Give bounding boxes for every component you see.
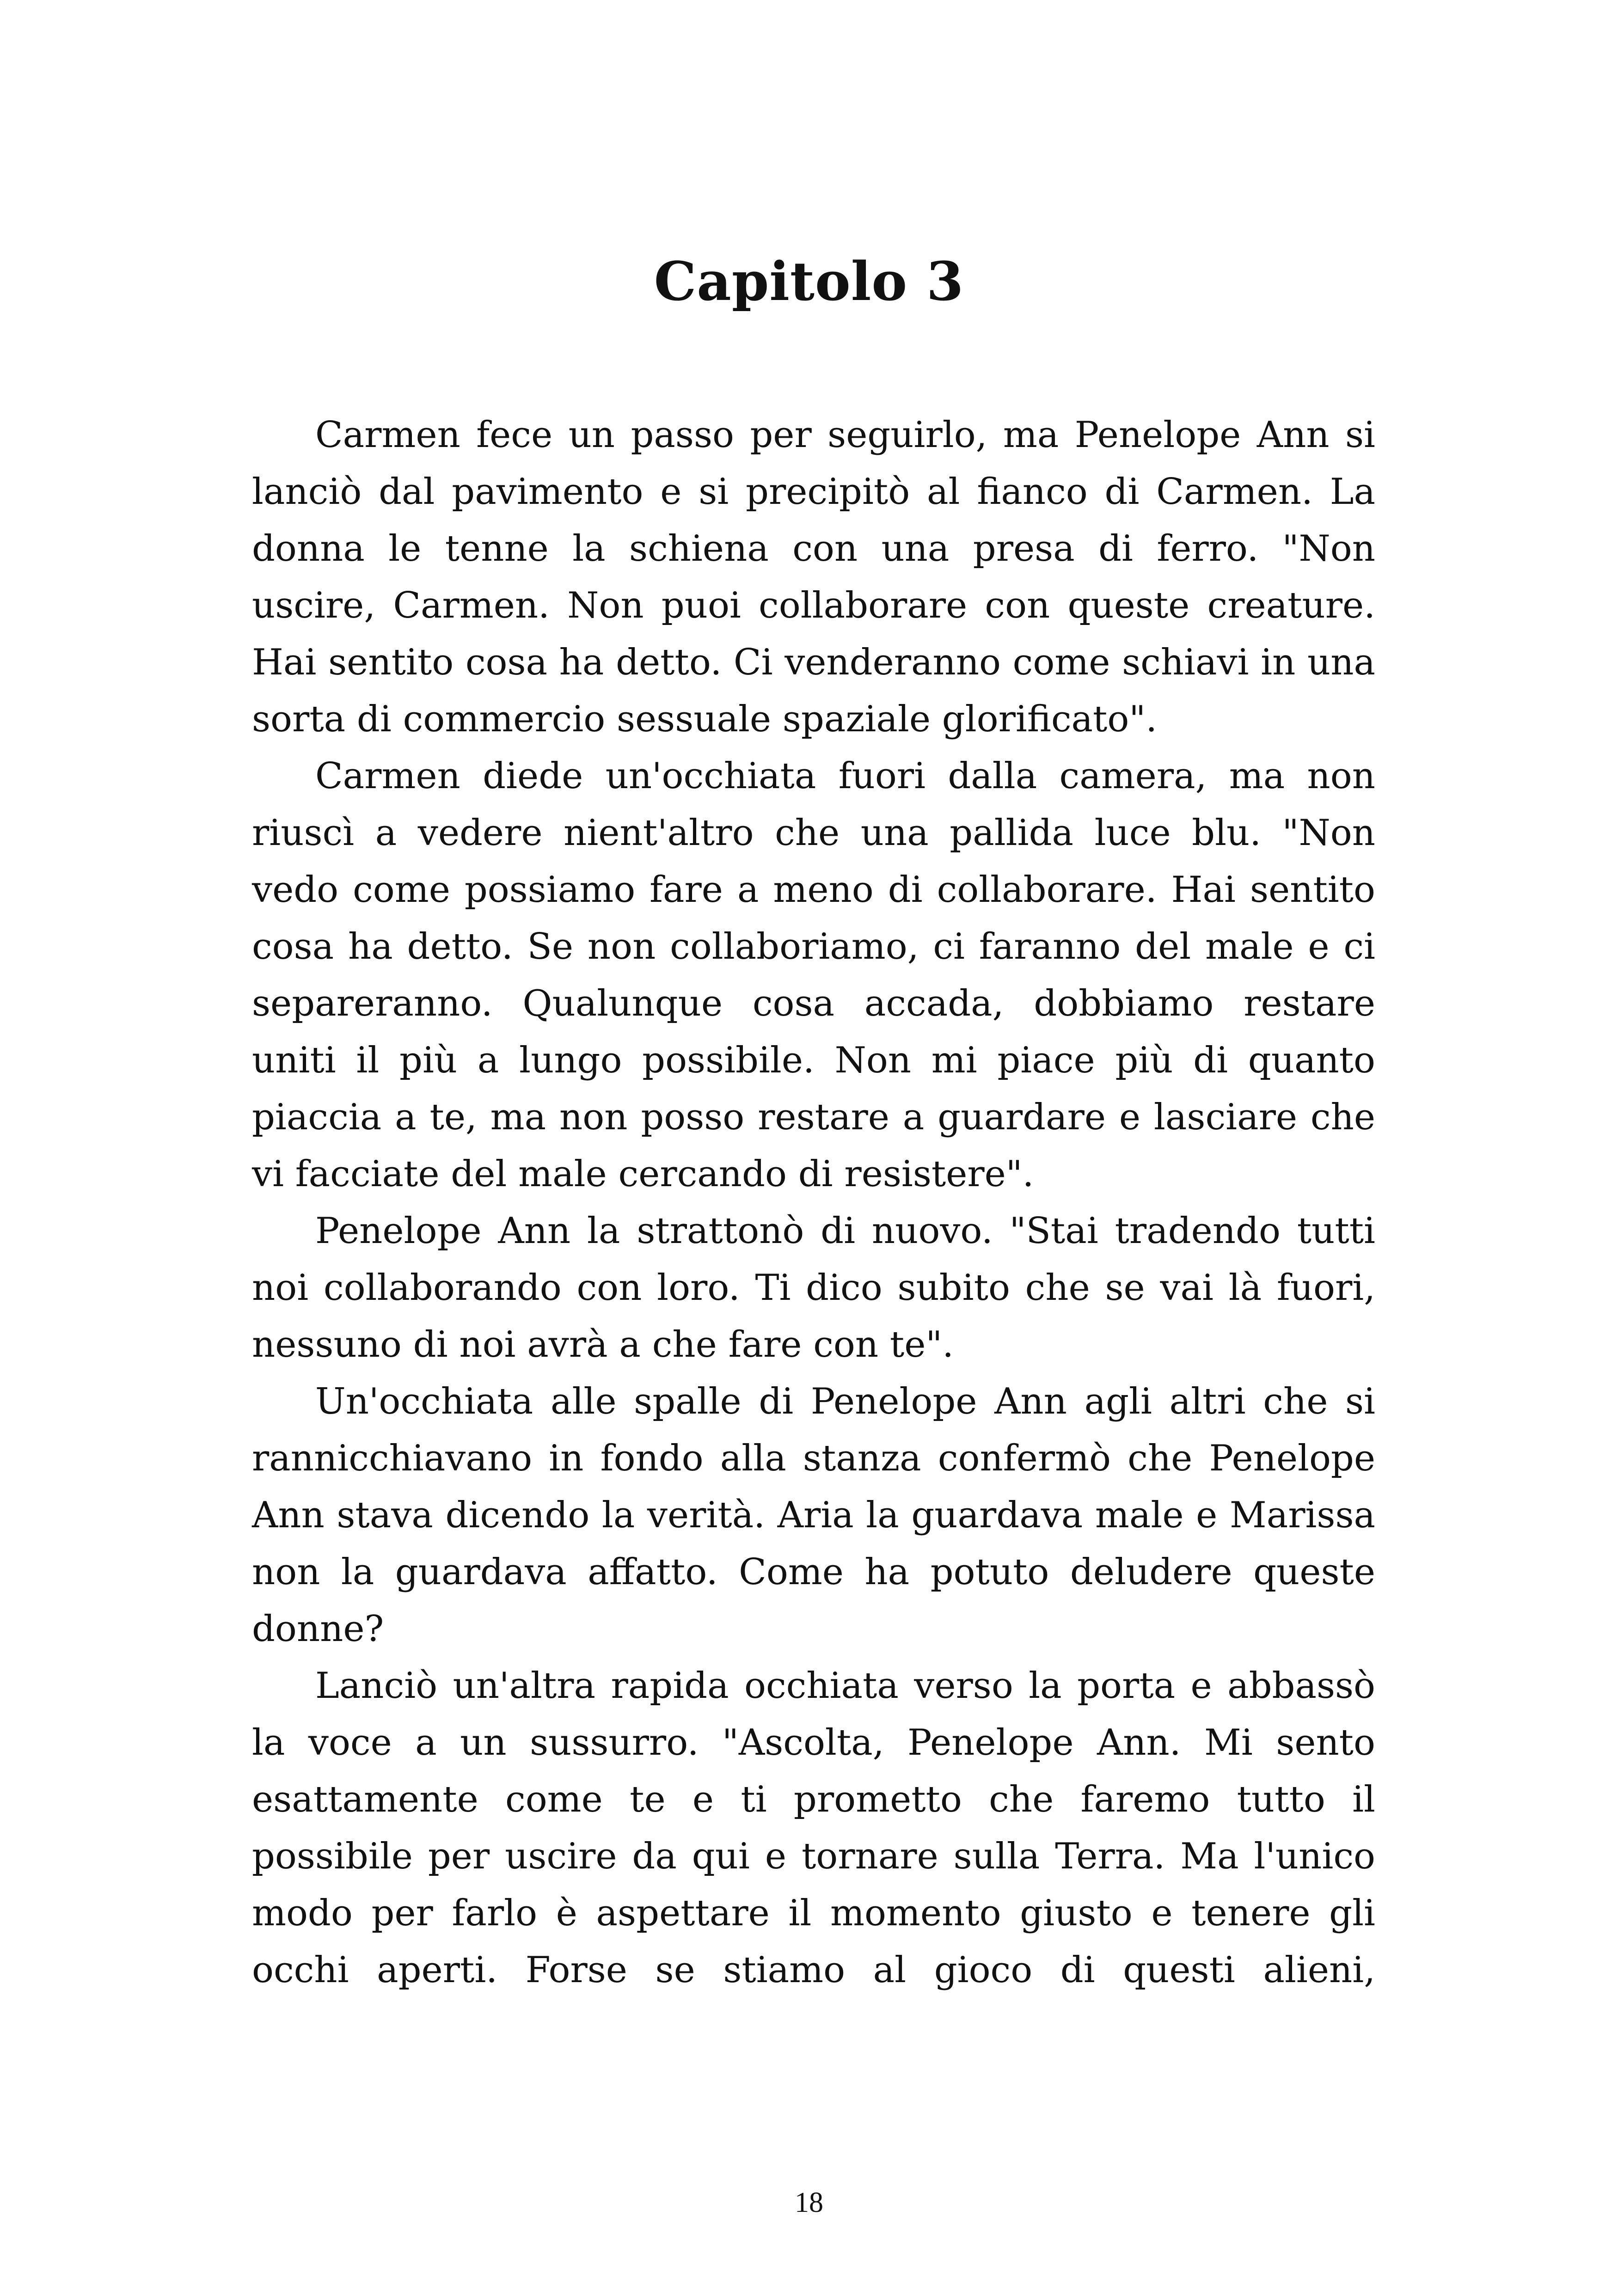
page-number: 18: [795, 2187, 823, 2218]
paragraph-2: Carmen diede un'occhiata fuori dalla camera, ma non riuscì a vedere nient'altro che una pallida luce blu. "Non vedo come possiamo fare a meno di collaborare. Hai sentito cosa ha detto. Se non collaboriamo, ci faranno del male e ci separeranno. Qualunque cosa accada, dobbiamo restare uniti il più a lungo possibile. Non mi piace più di quanto piaccia a te, ma non posso restare a guardare e lasciare che vi facciate del male cercando di resistere".: [252, 755, 1375, 1195]
paragraph-3: Penelope Ann la strattonò di nuovo. "Stai tradendo tutti noi collaborando con loro. Ti dico subito che se vai là fuori, nessuno di noi avrà a che fare con te".: [252, 1210, 1375, 1365]
paragraph-5: Lanciò un'altra rapida occhiata verso la porta e abbassò la voce a un sussurro. "Ascolta, Penelope Ann. Mi sento esattamente come te e ti prometto che faremo tutto il possibile per uscire da qui e tornare sulla Terra. Ma l'unico modo per farlo è aspettare il momento giusto e tenere gli occhi aperti. Forse se stiamo al gioco di questi alieni,: [252, 1665, 1375, 1991]
paragraph-4: Un'occhiata alle spalle di Penelope Ann agli altri che si rannicchiavano in fondo alla stanza confermò che Penelope Ann stava dicendo la verità. Aria la guardava male e Marissa non la guardava affatto. Come ha potuto deludere queste donne?: [252, 1381, 1375, 1650]
chapter-title: Capitolo 3: [654, 251, 964, 313]
chapter-body: [252, 407, 1375, 1999]
paragraph-1: Carmen fece un passo per seguirlo, ma Penelope Ann si lanciò dal pavimento e si precipitò al fianco di Carmen. La donna le tenne la schiena con una presa di ferro. "Non uscire, Carmen. Non puoi collaborare con queste creature. Hai sentito cosa ha detto. Ci venderanno come schiavi in una sorta di commercio sessuale spaziale glorificato".: [252, 414, 1375, 740]
